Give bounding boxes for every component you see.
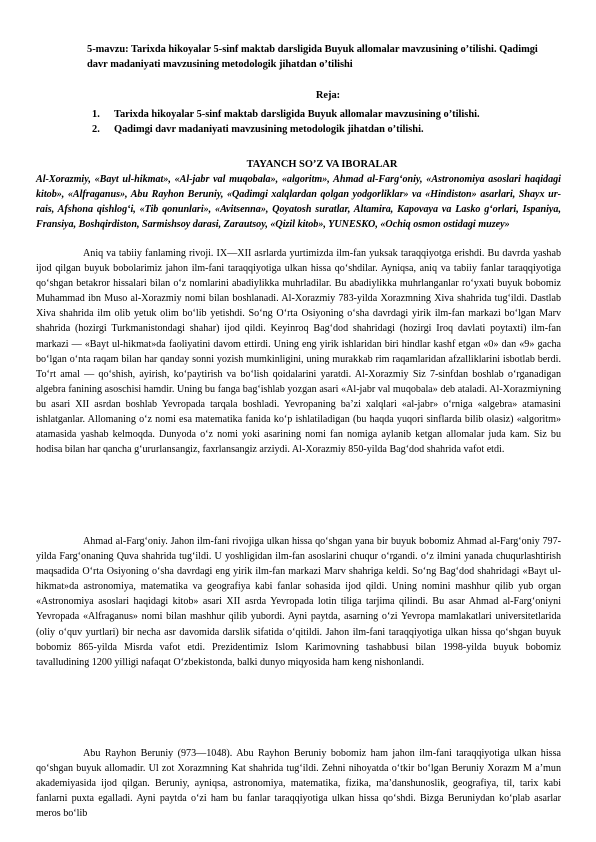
keywords-paragraph: Al-Xorazmiy, «Bayt ul-hikmat», «Al-jabr val muqobala», «algoritm», Ahmad al-Farg‘oniy, «Astronomiya asoslari haqidagi kitob», «Alfraganus», Abu Rayhon Beruniy, «Qadimgi xalqlardan qolgan yodgorliklar» va «Hindiston» asarlari, Shayx ur-rais, Afshona qishlog‘i, «Tib qonunlari», «Avitsenna», Qoyatosh suratlar, Altamira, Kapovaya va Lasko g‘orlari, Ispaniya, Fransiya, Boshqirdiston, Sarmishsoy darasi, Zarautsoy, «Qizil kitob», YUNESKO, «Ochiq osmon ostidagi muzey» (36, 174, 561, 231)
plan-item (92, 107, 562, 122)
plan-item-text: Qadimgi davr madaniyati mavzusining metodologik jihatdan o’tilishi. (114, 124, 424, 135)
body-paragraph: Ahmad al-Farg‘oniy. Jahon ilm-fani rivojiga ulkan hissa qo‘shgan yana bir buyuk bobomiz Ahmad al-Farg‘oniy 797-yilda Farg‘onaning Quva shahrida tug‘ildi. U yoshligidan ilm-fan asoslarini chuqur o‘rgandi. o‘z ilmini yanada chuqurlashtirish maqsadida O‘rta Osiyoning o‘sha davrdagi eng yirik ilm-fan markazi Marv shahriga keldi. So‘ng Bag‘dod shahridagi «Bayt ul-hikmat»da astronomiya, matematika va geografiya kabi fanlar sohasida ijod qildi. Uning nomini mashhur qilib yub organ «Astronomiya asoslari haqidagi kitob» asari XII asrda Yevropada lotin tiliga tarjima qilindi. Bu asar Ahmad al-Farg‘oniyni Yevropada «Alfraganus» nomi bilan mashhur qilib yubordi. Ayni paytda, asarning o‘zi Yevropa mamlakatlari universitetlarida (oliy o‘quv yurtlari) bir necha asr davomida darslik sifatida o‘qitildi. Jahon ilm-fani taraqqiyotiga ulkan hissa qo‘shgan buyuk bobomiz 865-yilda Misrda vafot etdi. Prezidentimiz Islom Karimovning tashabbusi bilan 1998-yilda buyuk bobomiz tavalludining 1200 yilligi nafaqat O‘zbekistonda, balki dunyo miqyosida ham keng nishonlandi. (36, 536, 561, 668)
plan-item-text: Tarixda hikoyalar 5-sinf maktab darsligida Buyuk allomalar mavzusining o’tilishi. (114, 109, 480, 120)
plan-item-number: 1. (92, 109, 100, 120)
document-title: 5-mavzu: Tarixda hikoyalar 5-sinf maktab darsligida Buyuk allomalar mavzusining o’tilishi. Qadimgi davr madaniyati mavzusining metodologik jihatdan o’tilishi (87, 44, 538, 70)
plan-list (92, 107, 562, 137)
body-paragraph: Abu Rayhon Beruniy (973—1048). Abu Rayhon Beruniy bobomiz ham jahon ilm-fani taraqqiyotiga ulkan hissa qo‘shgan buyuk allomadir. Ul zot Xorazmning Kat shahrida tug‘ildi. Zehni nihoyatda o‘tkir bo‘lgan Beruniy Xorazm M a’mun akademiyasida ijod qilgan. Beruniy, ayniqsa, astronomiya, matematika, fizika, ma’danshunoslik, geografiya, til, tarix kabi fanlarni puxta egalladi. Ayni paytda o‘zi ham bu fanlar taraqqiyotiga ulkan hissa qo‘shdi. Bizga Beruniydan ko‘plab asarlar meros bo‘lib (36, 748, 561, 820)
plan-heading: Reja: (315, 90, 341, 101)
plan-item-number: 2. (92, 124, 100, 135)
body-paragraph: Aniq va tabiiy fanlaming rivoji. IX—XII asrlarda yurtimizda ilm-fan yuksak taraqqiyotga erishdi. Bu davrda yashab ijod qilgan buyuk bobolarimiz jahon ilm-fani taraqqiyotiga ulkan hissa qo‘shdilar. Ayniqsa, aniq va tabiiy fanlar taraqqiyotiga qo‘shgan betakror hissalari bilan o‘z nomlarini abadiylikka muhrladilar. Bu abadiylikka muhrlanganlar ro‘yxati buyuk bobomiz Muhammad ibn Muso al-Xorazmiy nomi bilan boshlanadi. Al-Xorazmiy 783-yilda Xorazmning Xiva shahrida tug‘ildi. Dastlab Xiva shahrida ilm olib yetuk olim bo‘lib yetishdi. So‘ng O‘rta Osiyoning o‘sha davrdagi yirik ilm-fan markazi bo‘lgan Marv shahrida (hozirgi Turkmanistondagi shahar) ijod qildi. Keyinroq Bag‘dod shahridagi (hozirgi Iroq davlati poytaxti) ilm-fan markazi — «Bayt ul-hikmat»da faoliyatini davom ettirdi. Uning eng yirik ishlaridan biri hindlar kashf etgan «0» dan «9» gacha bo‘lgan o‘nta raqam bilan har qanday sonni yozish mumkinligini, uning murakkab rim raqamlaridan afzalliklarini isbotlab berdi. To‘rt amal — qo‘shish, ayirish, ko‘paytirish va bo‘lish qoidalarini yaratdi. Al-Xorazmiy Siz 7-sinfdan boshlab o‘rganadigan algebra fanining asoschisi hamdir. Uning bu fanga bag‘ishlab yozgan asari «Al-jabr val muqobala» deb ataladi. Al-Xorazmiyning bu asari XII asrdan boshlab Yevropada tarqala boshladi. Yevropaning ba’zi xalqlari «al-jabr» o‘rniga «algebra» atamasini ishlatganlar. Allomaning o‘z nomi esa matematika fanida ko‘p ishlatiladigan (bu haqda yuqori sinflarda bilib olasiz) «algoritm» atamasida yashab kelmoqda. Dunyoda o‘z nomi yoki asarining nomi fan nomiga aylanib ketgan allomalar juda kam. Siz bu hodisa bilan har qancha g‘ururlansangiz, faxrlansangiz arziydi. Al-Xorazmiy 850-yilda Bag‘dod shahrida vafot etdi. (36, 248, 561, 456)
keywords-heading: TAYANCH SO’Z VA IBORALAR (246, 159, 398, 170)
plan-item (92, 122, 562, 137)
